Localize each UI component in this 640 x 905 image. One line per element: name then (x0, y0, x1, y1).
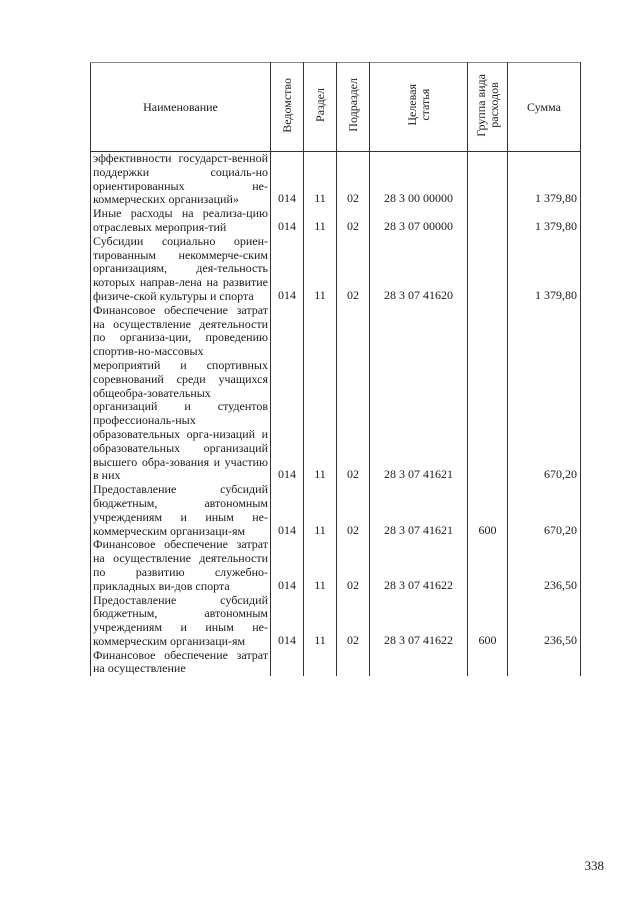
row-subsection: 02 (337, 538, 370, 593)
budget-table (90, 62, 581, 676)
row-expense-group: 600 (468, 483, 508, 538)
row-department (271, 649, 304, 677)
row-amount: 670,20 (508, 304, 581, 483)
row-department: 014 (271, 152, 304, 208)
row-amount: 1 379,80 (508, 235, 581, 304)
row-expense-group (468, 207, 508, 235)
row-subsection: 02 (337, 594, 370, 649)
row-target-item: 28 3 07 41620 (370, 235, 468, 304)
row-target-item: 28 3 07 41621 (370, 304, 468, 483)
row-department: 014 (271, 483, 304, 538)
row-section: 11 (304, 483, 337, 538)
row-amount: 236,50 (508, 594, 581, 649)
row-section: 11 (304, 207, 337, 235)
row-subsection: 02 (337, 483, 370, 538)
row-amount (508, 649, 581, 677)
row-target-item (370, 649, 468, 677)
row-name: Иные расходы на реализа-цию отраслевых мероприя-тий (91, 207, 271, 235)
row-name: Финансовое обеспечение затрат на осуществление (91, 649, 271, 677)
row-department: 014 (271, 235, 304, 304)
table-row (91, 594, 581, 649)
header-name: Наименование (91, 63, 271, 152)
row-amount: 236,50 (508, 538, 581, 593)
row-department: 014 (271, 538, 304, 593)
row-expense-group: 600 (468, 594, 508, 649)
header-department: Ведомство (271, 63, 304, 152)
header-subsection: Подраздел (337, 63, 370, 152)
row-section: 11 (304, 304, 337, 483)
row-section: 11 (304, 235, 337, 304)
row-name: Предоставление субсидий бюджетным, автономным учреждениям и иным не-коммерческим организаци-ям (91, 483, 271, 538)
header-expense-group: Группа вида расходов (468, 63, 508, 152)
table-row (91, 483, 581, 538)
header-target-item: Целевая статья (370, 63, 468, 152)
header-section: Раздел (304, 63, 337, 152)
table-row (91, 152, 581, 208)
row-section: 11 (304, 152, 337, 208)
row-name: Финансовое обеспечение затрат на осуществление деятельности по организа-ции, проведению спортив-но-массовых мероприятий и спортивных соревнований среди учащихся общеобра-зовательных организаций и студентов профессиональ-ных образовательных орга-низаций и образовательных организаций высшего обра-зования и участию в них (91, 304, 271, 483)
table-row (91, 235, 581, 304)
row-section (304, 649, 337, 677)
row-expense-group (468, 304, 508, 483)
header-row (91, 63, 581, 152)
row-department: 014 (271, 594, 304, 649)
table-row (91, 538, 581, 593)
row-expense-group (468, 538, 508, 593)
row-department: 014 (271, 207, 304, 235)
row-name: Предоставление субсидий бюджетным, автономным учреждениям и иным не-коммерческим организаци-ям (91, 594, 271, 649)
row-section: 11 (304, 594, 337, 649)
row-section: 11 (304, 538, 337, 593)
row-name: эффективности государст-венной поддержки социаль-но ориентированных не-коммерческих организаций» (91, 152, 271, 208)
row-amount: 1 379,80 (508, 152, 581, 208)
row-expense-group (468, 235, 508, 304)
table-row (91, 649, 581, 677)
row-amount: 1 379,80 (508, 207, 581, 235)
row-expense-group (468, 152, 508, 208)
row-name: Субсидии социально ориен-тированным некоммерче-ским организациям, дея-тельность которых направ-лена на развитие физиче-ской культуры и спорта (91, 235, 271, 304)
row-target-item: 28 3 07 41622 (370, 538, 468, 593)
row-subsection: 02 (337, 152, 370, 208)
row-target-item: 28 3 07 41621 (370, 483, 468, 538)
row-target-item: 28 3 00 00000 (370, 152, 468, 208)
page-number: 338 (584, 858, 604, 873)
row-subsection: 02 (337, 304, 370, 483)
row-expense-group (468, 649, 508, 677)
row-target-item: 28 3 07 41622 (370, 594, 468, 649)
table-row (91, 304, 581, 483)
row-subsection: 02 (337, 207, 370, 235)
table-row (91, 207, 581, 235)
row-department: 014 (271, 304, 304, 483)
row-subsection: 02 (337, 235, 370, 304)
header-amount: Сумма (508, 63, 581, 152)
row-name: Финансовое обеспечение затрат на осуществление деятельности по развитию служебно-прикладных ви-дов спорта (91, 538, 271, 593)
row-subsection (337, 649, 370, 677)
row-target-item: 28 3 07 00000 (370, 207, 468, 235)
row-amount: 670,20 (508, 483, 581, 538)
